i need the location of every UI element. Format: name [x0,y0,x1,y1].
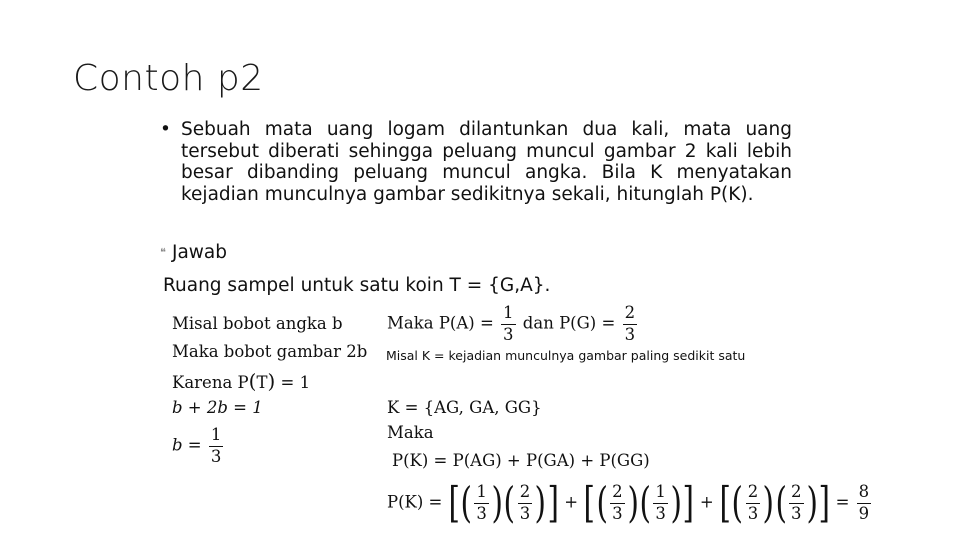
maka-label: Maka [387,313,434,333]
plus-2: + [699,492,714,512]
problem-bullet [160,119,792,205]
maka-label-2: Maka [387,423,434,442]
left-line-3: Karena P(T) = 1 [172,369,311,393]
right-probabilities [387,305,639,343]
left-line-5 [172,427,225,465]
page-title: Contoh p2 [73,58,264,99]
left-line-4: b + 2b = 1 [172,398,263,417]
problem-text: Sebuah mata uang logam dilantunkan dua kali, mata uang tersebut diberati sehingga peluang muncul gambar 2 kali lebih besar dibanding peluang muncul angka. Bila K menyatakan kejadian munculnya gambar sedikitnya sekali, hitunglah P(K). [181,119,792,205]
left-line-3-prefix: Karena P [172,373,249,392]
sample-space-line: Ruang sampel untuk satu koin T = {G,A}. [163,275,551,296]
jawab-label: Jawab [172,242,228,263]
pa-fraction: $\frac{1}{3}$ [503,303,514,344]
left-line-3-suffix: = 1 [280,373,311,392]
left-line-2: Maka bobot gambar 2b [172,342,368,361]
fraction-one-third: $\frac{1}{3}$ [210,425,222,466]
bullet-dot-icon: • [160,119,171,140]
equals-sign: = [835,492,850,512]
t2b-fraction: $\frac{1}{3}$ [655,482,666,523]
left-line-1: Misal bobot angka b [172,314,343,333]
pg-fraction: $\frac{2}{3}$ [624,303,636,344]
jawab-line [160,242,228,263]
t3a-fraction: $\frac{2}{3}$ [747,482,759,523]
pg-label: P(G) = [559,313,616,333]
plus-1: + [564,492,579,512]
t1a-fraction: $\frac{1}{3}$ [476,482,487,523]
dan-label: dan [522,313,554,333]
left-line-3-arg: T [256,373,268,392]
pk-sum: P(K) = P(AG) + P(GA) + P(GG) [392,451,650,470]
pk-lhs: P(K) = [387,492,443,512]
pk-product: P(K) = [( $\frac{1}{3}$ )( $\frac{2}{3}$ )] + [( $\frac{2}{3}$ )( $\frac{1}{3}$ )] + [( $\frac{2}{3}$ )( $\frac{2}{3}$ )] = $\frac{8}{9}$ [387,478,870,527]
quote-mark-icon: ❝ [160,246,166,259]
misal-k-text: Misal K = kejadian munculnya gambar paling sedikit satu [386,348,746,363]
left-line-5-lhs: b = [172,435,202,455]
t1b-fraction: $\frac{2}{3}$ [519,482,531,523]
result-fraction: $\frac{8}{9}$ [858,482,870,523]
pa-label: P(A) = [438,313,494,333]
t3b-fraction: $\frac{2}{3}$ [791,482,802,523]
k-set: K = {AG, GA, GG} [387,398,542,417]
t2a-fraction: $\frac{2}{3}$ [612,482,623,523]
